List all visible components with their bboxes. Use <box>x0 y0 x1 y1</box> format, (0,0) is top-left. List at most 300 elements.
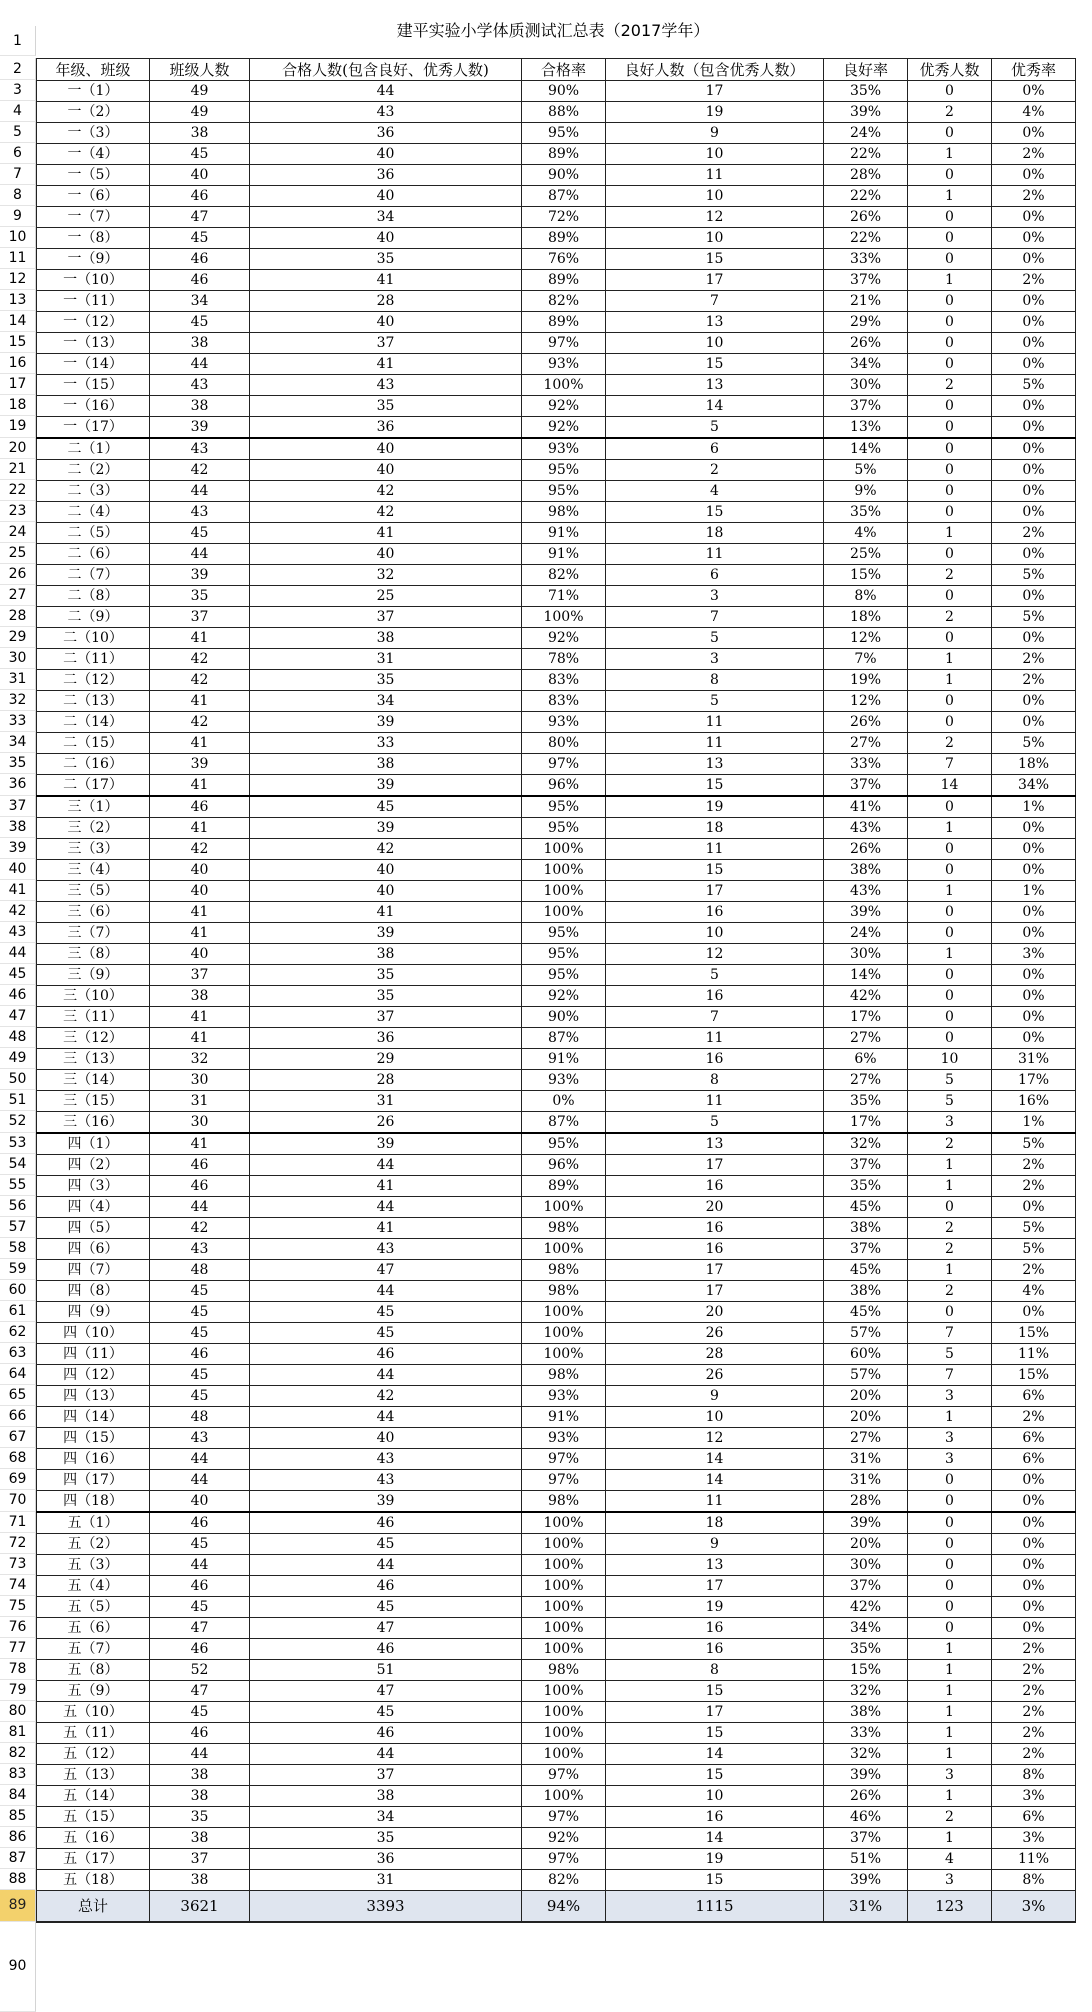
table-cell[interactable]: 8 <box>606 670 824 691</box>
table-cell[interactable]: 26 <box>250 1112 522 1134</box>
row-number[interactable]: 5 <box>0 122 36 143</box>
table-cell[interactable]: 3% <box>992 1828 1076 1849</box>
row-number[interactable]: 24 <box>0 522 36 543</box>
table-cell[interactable]: 47 <box>150 207 250 228</box>
table-cell[interactable]: 89% <box>522 312 606 333</box>
table-cell[interactable]: 60% <box>824 1344 908 1365</box>
table-cell[interactable]: 2 <box>908 1218 992 1239</box>
table-cell[interactable]: 27% <box>824 1028 908 1049</box>
table-cell[interactable]: 82% <box>522 565 606 586</box>
table-cell[interactable]: 2% <box>992 1155 1076 1176</box>
table-cell[interactable]: 31 <box>250 1870 522 1891</box>
table-cell[interactable]: 38% <box>824 1281 908 1302</box>
table-cell[interactable]: 1 <box>908 670 992 691</box>
table-cell[interactable]: 26% <box>824 712 908 733</box>
table-cell[interactable]: 44 <box>150 1470 250 1491</box>
table-cell[interactable]: 4% <box>824 523 908 544</box>
table-cell[interactable]: 5 <box>908 1344 992 1365</box>
table-cell[interactable]: 二（15） <box>37 733 150 754</box>
table-cell[interactable]: 38 <box>250 944 522 965</box>
table-cell[interactable]: 五（3） <box>37 1555 150 1576</box>
row-number[interactable]: 4 <box>0 101 36 122</box>
table-cell[interactable]: 五（18） <box>37 1870 150 1891</box>
table-cell[interactable]: 98% <box>522 1660 606 1681</box>
table-cell[interactable]: 五（15） <box>37 1807 150 1828</box>
table-cell[interactable]: 46 <box>150 249 250 270</box>
table-cell[interactable]: 0 <box>908 333 992 354</box>
table-cell[interactable]: 19 <box>606 1849 824 1870</box>
row-number[interactable]: 35 <box>0 753 36 774</box>
table-cell[interactable]: 二（9） <box>37 607 150 628</box>
table-cell[interactable]: 44 <box>250 1555 522 1576</box>
table-cell[interactable]: 46 <box>150 270 250 291</box>
table-cell[interactable]: 三（11） <box>37 1007 150 1028</box>
row-number[interactable]: 13 <box>0 290 36 311</box>
table-cell[interactable]: 18 <box>606 1512 824 1534</box>
table-cell[interactable]: 34 <box>250 691 522 712</box>
table-cell[interactable]: 0% <box>992 123 1076 144</box>
row-number[interactable]: 14 <box>0 311 36 332</box>
table-cell[interactable]: 31% <box>824 1449 908 1470</box>
table-cell[interactable]: 22% <box>824 228 908 249</box>
table-cell[interactable]: 四（9） <box>37 1302 150 1323</box>
table-cell[interactable]: 二（3） <box>37 481 150 502</box>
row-number[interactable]: 78 <box>0 1659 36 1680</box>
table-cell[interactable]: 13 <box>606 1133 824 1155</box>
table-cell[interactable]: 3 <box>908 1386 992 1407</box>
table-cell[interactable]: 43 <box>250 1239 522 1260</box>
table-cell[interactable]: 37 <box>250 607 522 628</box>
table-cell[interactable]: 2 <box>908 733 992 754</box>
table-cell[interactable]: 5 <box>606 417 824 439</box>
table-cell[interactable]: 39 <box>250 818 522 839</box>
row-number[interactable]: 34 <box>0 732 36 753</box>
table-cell[interactable]: 四（16） <box>37 1449 150 1470</box>
table-cell[interactable]: 10 <box>606 1786 824 1807</box>
table-cell[interactable]: 40 <box>150 1491 250 1513</box>
table-cell[interactable]: 5% <box>824 460 908 481</box>
table-cell[interactable]: 42% <box>824 986 908 1007</box>
table-cell[interactable]: 40 <box>250 438 522 460</box>
table-cell[interactable]: 97% <box>522 1849 606 1870</box>
table-cell[interactable]: 46 <box>250 1723 522 1744</box>
table-cell[interactable]: 36 <box>250 123 522 144</box>
table-cell[interactable]: 7 <box>908 1365 992 1386</box>
table-cell[interactable]: 31 <box>250 649 522 670</box>
table-cell[interactable]: 100% <box>522 607 606 628</box>
table-cell[interactable]: 2 <box>908 565 992 586</box>
table-cell[interactable]: 41 <box>250 1218 522 1239</box>
row-number[interactable]: 64 <box>0 1364 36 1385</box>
table-cell[interactable]: 40 <box>250 144 522 165</box>
table-cell[interactable]: 91% <box>522 1049 606 1070</box>
table-cell[interactable]: 100% <box>522 1197 606 1218</box>
table-cell[interactable]: 0 <box>908 417 992 439</box>
table-cell[interactable]: 四（8） <box>37 1281 150 1302</box>
table-cell[interactable]: 46 <box>150 1344 250 1365</box>
table-cell[interactable]: 20% <box>824 1407 908 1428</box>
table-cell[interactable]: 39% <box>824 102 908 123</box>
table-cell[interactable]: 35 <box>250 396 522 417</box>
row-number[interactable]: 75 <box>0 1596 36 1617</box>
table-cell[interactable]: 100% <box>522 1639 606 1660</box>
row-number[interactable]: 8 <box>0 185 36 206</box>
table-cell[interactable]: 14% <box>824 965 908 986</box>
table-cell[interactable]: 41 <box>150 628 250 649</box>
row-number[interactable]: 11 <box>0 248 36 269</box>
row-number[interactable]: 15 <box>0 332 36 353</box>
table-cell[interactable]: 32% <box>824 1744 908 1765</box>
table-cell[interactable]: 7 <box>908 754 992 775</box>
table-cell[interactable]: 46 <box>150 1176 250 1197</box>
table-cell[interactable]: 1 <box>908 1702 992 1723</box>
table-cell[interactable]: 28% <box>824 165 908 186</box>
table-cell[interactable]: 35 <box>150 1807 250 1828</box>
table-cell[interactable]: 0 <box>908 1197 992 1218</box>
table-cell[interactable]: 一（11） <box>37 291 150 312</box>
table-cell[interactable]: 三（2） <box>37 818 150 839</box>
table-cell[interactable]: 92% <box>522 628 606 649</box>
table-cell[interactable]: 13 <box>606 754 824 775</box>
table-cell[interactable]: 6% <box>992 1386 1076 1407</box>
table-cell[interactable]: 0 <box>908 438 992 460</box>
table-cell[interactable]: 2% <box>992 1639 1076 1660</box>
table-cell[interactable]: 0% <box>992 986 1076 1007</box>
table-cell[interactable]: 4% <box>992 1281 1076 1302</box>
table-cell[interactable]: 41 <box>250 354 522 375</box>
table-cell[interactable]: 26% <box>824 839 908 860</box>
table-cell[interactable]: 0% <box>992 1470 1076 1491</box>
table-cell[interactable]: 17% <box>824 1007 908 1028</box>
table-cell[interactable]: 1 <box>908 1744 992 1765</box>
row-number[interactable]: 28 <box>0 606 36 627</box>
table-cell[interactable]: 96% <box>522 1155 606 1176</box>
table-cell[interactable]: 0% <box>992 1512 1076 1534</box>
table-cell[interactable]: 43 <box>250 375 522 396</box>
table-cell[interactable]: 1 <box>908 1723 992 1744</box>
table-cell[interactable]: 3 <box>908 1870 992 1891</box>
table-cell[interactable]: 0% <box>992 249 1076 270</box>
table-cell[interactable]: 38 <box>250 1786 522 1807</box>
table-cell[interactable]: 6% <box>824 1049 908 1070</box>
table-cell[interactable]: 0% <box>992 1302 1076 1323</box>
table-cell[interactable]: 0% <box>992 1597 1076 1618</box>
table-cell[interactable]: 38 <box>150 1828 250 1849</box>
table-cell[interactable]: 45 <box>250 1534 522 1555</box>
table-cell[interactable]: 1 <box>908 144 992 165</box>
table-cell[interactable]: 1 <box>908 1660 992 1681</box>
table-cell[interactable]: 88% <box>522 102 606 123</box>
table-cell[interactable]: 95% <box>522 1133 606 1155</box>
table-cell[interactable]: 1 <box>908 1407 992 1428</box>
table-cell[interactable]: 五（4） <box>37 1576 150 1597</box>
table-cell[interactable]: 100% <box>522 1239 606 1260</box>
table-cell[interactable]: 26 <box>606 1323 824 1344</box>
table-cell[interactable]: 四（7） <box>37 1260 150 1281</box>
table-cell[interactable]: 48 <box>150 1260 250 1281</box>
table-cell[interactable]: 41 <box>150 1028 250 1049</box>
row-number[interactable]: 67 <box>0 1427 36 1448</box>
table-cell[interactable]: 15 <box>606 1681 824 1702</box>
table-cell[interactable]: 15% <box>992 1365 1076 1386</box>
table-cell[interactable]: 52 <box>150 1660 250 1681</box>
table-cell[interactable]: 一（4） <box>37 144 150 165</box>
table-cell[interactable]: 3 <box>908 1428 992 1449</box>
table-cell[interactable]: 14 <box>606 1449 824 1470</box>
row-number[interactable]: 48 <box>0 1027 36 1048</box>
table-cell[interactable]: 39 <box>250 712 522 733</box>
table-cell[interactable]: 0% <box>992 860 1076 881</box>
table-cell[interactable]: 100% <box>522 1681 606 1702</box>
table-cell[interactable]: 五（11） <box>37 1723 150 1744</box>
table-cell[interactable]: 5% <box>992 1239 1076 1260</box>
table-cell[interactable]: 41 <box>250 1176 522 1197</box>
table-cell[interactable]: 7 <box>606 291 824 312</box>
table-cell[interactable]: 四（11） <box>37 1344 150 1365</box>
table-cell[interactable]: 46 <box>150 1512 250 1534</box>
table-cell[interactable]: 2% <box>992 1407 1076 1428</box>
table-cell[interactable]: 18 <box>606 818 824 839</box>
table-cell[interactable]: 11 <box>606 544 824 565</box>
table-cell[interactable]: 32 <box>250 565 522 586</box>
row-number[interactable]: 50 <box>0 1069 36 1090</box>
table-cell[interactable]: 3% <box>992 944 1076 965</box>
table-cell[interactable]: 0% <box>992 1007 1076 1028</box>
table-cell[interactable]: 32 <box>150 1049 250 1070</box>
table-cell[interactable]: 100% <box>522 1723 606 1744</box>
table-cell[interactable]: 43% <box>824 881 908 902</box>
table-cell[interactable]: 26% <box>824 207 908 228</box>
table-cell[interactable]: 45 <box>150 1365 250 1386</box>
row-number[interactable]: 74 <box>0 1575 36 1596</box>
table-cell[interactable]: 45 <box>150 228 250 249</box>
row-number[interactable]: 57 <box>0 1217 36 1238</box>
table-cell[interactable]: 五（7） <box>37 1639 150 1660</box>
table-cell[interactable]: 0% <box>992 1555 1076 1576</box>
table-cell[interactable]: 2% <box>992 649 1076 670</box>
table-cell[interactable]: 0 <box>908 1618 992 1639</box>
table-cell[interactable]: 二（8） <box>37 586 150 607</box>
table-cell[interactable]: 39% <box>824 1765 908 1786</box>
table-cell[interactable]: 6 <box>606 438 824 460</box>
table-cell[interactable]: 0% <box>992 396 1076 417</box>
table-cell[interactable]: 2% <box>992 670 1076 691</box>
table-cell[interactable]: 100% <box>522 881 606 902</box>
table-cell[interactable]: 41 <box>250 523 522 544</box>
table-cell[interactable]: 0% <box>992 1491 1076 1513</box>
table-cell[interactable]: 35% <box>824 81 908 102</box>
table-cell[interactable]: 0% <box>992 1534 1076 1555</box>
table-cell[interactable]: 0 <box>908 228 992 249</box>
table-cell[interactable]: 47 <box>250 1260 522 1281</box>
table-cell[interactable]: 1 <box>908 523 992 544</box>
table-cell[interactable]: 44 <box>250 1365 522 1386</box>
table-cell[interactable]: 9 <box>606 1386 824 1407</box>
table-cell[interactable]: 四（3） <box>37 1176 150 1197</box>
table-cell[interactable]: 19 <box>606 1597 824 1618</box>
table-cell[interactable]: 100% <box>522 839 606 860</box>
table-cell[interactable]: 44 <box>150 544 250 565</box>
table-cell[interactable]: 100% <box>522 1618 606 1639</box>
table-cell[interactable]: 13 <box>606 375 824 396</box>
table-cell[interactable]: 16% <box>992 1091 1076 1112</box>
total-cell[interactable]: 3621 <box>150 1891 250 1923</box>
table-cell[interactable]: 38 <box>150 1765 250 1786</box>
table-cell[interactable]: 二（17） <box>37 775 150 797</box>
table-cell[interactable]: 6% <box>992 1428 1076 1449</box>
table-cell[interactable]: 1 <box>908 1260 992 1281</box>
table-cell[interactable]: 8% <box>992 1765 1076 1786</box>
table-cell[interactable]: 四（17） <box>37 1470 150 1491</box>
table-cell[interactable]: 28 <box>250 291 522 312</box>
table-cell[interactable]: 17 <box>606 81 824 102</box>
table-cell[interactable]: 0 <box>908 249 992 270</box>
table-cell[interactable]: 97% <box>522 1470 606 1491</box>
table-cell[interactable]: 41 <box>150 733 250 754</box>
table-cell[interactable]: 7 <box>606 1007 824 1028</box>
table-cell[interactable]: 37% <box>824 1239 908 1260</box>
table-cell[interactable]: 11 <box>606 1028 824 1049</box>
row-number[interactable]: 55 <box>0 1175 36 1196</box>
table-cell[interactable]: 45 <box>250 1323 522 1344</box>
column-header[interactable]: 良好率 <box>824 59 908 81</box>
table-cell[interactable]: 0% <box>992 438 1076 460</box>
row-number[interactable]: 65 <box>0 1385 36 1406</box>
table-cell[interactable]: 10 <box>606 333 824 354</box>
table-cell[interactable]: 0 <box>908 986 992 1007</box>
row-number[interactable]: 54 <box>0 1154 36 1175</box>
table-cell[interactable]: 31 <box>150 1091 250 1112</box>
row-number[interactable]: 20 <box>0 438 36 460</box>
table-cell[interactable]: 46 <box>150 186 250 207</box>
table-cell[interactable]: 三（15） <box>37 1091 150 1112</box>
table-cell[interactable]: 8% <box>992 1870 1076 1891</box>
table-cell[interactable]: 一（5） <box>37 165 150 186</box>
row-number[interactable]: 51 <box>0 1090 36 1111</box>
table-cell[interactable]: 100% <box>522 1344 606 1365</box>
row-number[interactable]: 76 <box>0 1617 36 1638</box>
table-cell[interactable]: 1% <box>992 881 1076 902</box>
table-cell[interactable]: 46 <box>250 1639 522 1660</box>
table-cell[interactable]: 15 <box>606 775 824 797</box>
row-number[interactable]: 36 <box>0 774 36 796</box>
table-cell[interactable]: 31 <box>250 1091 522 1112</box>
row-number[interactable]: 6 <box>0 143 36 164</box>
table-cell[interactable]: 93% <box>522 354 606 375</box>
table-cell[interactable]: 13 <box>606 1555 824 1576</box>
row-number[interactable]: 33 <box>0 711 36 732</box>
table-cell[interactable]: 0 <box>908 1470 992 1491</box>
table-cell[interactable]: 95% <box>522 796 606 818</box>
table-cell[interactable]: 0% <box>992 965 1076 986</box>
row-number[interactable]: 73 <box>0 1554 36 1575</box>
table-cell[interactable]: 2 <box>908 607 992 628</box>
table-cell[interactable]: 0 <box>908 1007 992 1028</box>
table-cell[interactable]: 2 <box>908 1281 992 1302</box>
table-cell[interactable]: 100% <box>522 1555 606 1576</box>
table-cell[interactable]: 一（12） <box>37 312 150 333</box>
row-number[interactable]: 84 <box>0 1785 36 1806</box>
table-cell[interactable]: 0 <box>908 544 992 565</box>
table-cell[interactable]: 89% <box>522 144 606 165</box>
table-cell[interactable]: 100% <box>522 375 606 396</box>
row-number[interactable]: 87 <box>0 1848 36 1869</box>
table-cell[interactable]: 92% <box>522 417 606 439</box>
table-cell[interactable]: 0% <box>992 81 1076 102</box>
table-cell[interactable]: 37% <box>824 270 908 291</box>
table-cell[interactable]: 二（6） <box>37 544 150 565</box>
table-cell[interactable]: 43 <box>250 102 522 123</box>
table-cell[interactable]: 100% <box>522 1702 606 1723</box>
table-cell[interactable]: 3 <box>908 1765 992 1786</box>
table-cell[interactable]: 0% <box>992 902 1076 923</box>
row-number[interactable]: 22 <box>0 480 36 501</box>
table-cell[interactable]: 0 <box>908 965 992 986</box>
table-cell[interactable]: 45 <box>150 1323 250 1344</box>
table-cell[interactable]: 17 <box>606 881 824 902</box>
table-cell[interactable]: 71% <box>522 586 606 607</box>
table-cell[interactable]: 一（7） <box>37 207 150 228</box>
table-cell[interactable]: 一（16） <box>37 396 150 417</box>
table-cell[interactable]: 27% <box>824 733 908 754</box>
table-cell[interactable]: 39 <box>250 1491 522 1513</box>
table-cell[interactable]: 1 <box>908 270 992 291</box>
table-cell[interactable]: 15 <box>606 249 824 270</box>
row-number[interactable]: 52 <box>0 1111 36 1133</box>
table-cell[interactable]: 78% <box>522 649 606 670</box>
table-cell[interactable]: 42 <box>150 670 250 691</box>
table-cell[interactable]: 11 <box>606 712 824 733</box>
row-number[interactable]: 88 <box>0 1869 36 1890</box>
table-cell[interactable]: 45 <box>150 523 250 544</box>
table-cell[interactable]: 0 <box>908 628 992 649</box>
table-cell[interactable]: 12% <box>824 691 908 712</box>
table-cell[interactable]: 42 <box>150 712 250 733</box>
table-cell[interactable]: 0% <box>992 923 1076 944</box>
table-cell[interactable]: 10 <box>606 1407 824 1428</box>
table-cell[interactable]: 16 <box>606 1176 824 1197</box>
table-cell[interactable]: 24% <box>824 123 908 144</box>
table-cell[interactable]: 0 <box>908 354 992 375</box>
table-cell[interactable]: 24% <box>824 923 908 944</box>
table-cell[interactable]: 42 <box>250 1386 522 1407</box>
table-cell[interactable]: 14 <box>606 1470 824 1491</box>
row-number[interactable]: 25 <box>0 543 36 564</box>
table-cell[interactable]: 44 <box>250 1197 522 1218</box>
table-cell[interactable]: 18 <box>606 523 824 544</box>
table-cell[interactable]: 38 <box>150 123 250 144</box>
table-cell[interactable]: 47 <box>250 1681 522 1702</box>
table-cell[interactable]: 90% <box>522 165 606 186</box>
table-cell[interactable]: 19 <box>606 796 824 818</box>
table-cell[interactable]: 96% <box>522 775 606 797</box>
row-number[interactable]: 45 <box>0 964 36 985</box>
table-cell[interactable]: 0% <box>992 417 1076 439</box>
table-cell[interactable]: 44 <box>150 1197 250 1218</box>
table-cell[interactable]: 45 <box>250 1597 522 1618</box>
table-cell[interactable]: 1 <box>908 1681 992 1702</box>
table-cell[interactable]: 一（17） <box>37 417 150 439</box>
row-number[interactable]: 66 <box>0 1406 36 1427</box>
table-cell[interactable]: 93% <box>522 438 606 460</box>
table-cell[interactable]: 0 <box>908 1534 992 1555</box>
table-cell[interactable]: 93% <box>522 1386 606 1407</box>
table-cell[interactable]: 0 <box>908 839 992 860</box>
table-cell[interactable]: 三（3） <box>37 839 150 860</box>
table-cell[interactable]: 42 <box>150 649 250 670</box>
table-cell[interactable]: 17 <box>606 1281 824 1302</box>
table-cell[interactable]: 28 <box>606 1344 824 1365</box>
